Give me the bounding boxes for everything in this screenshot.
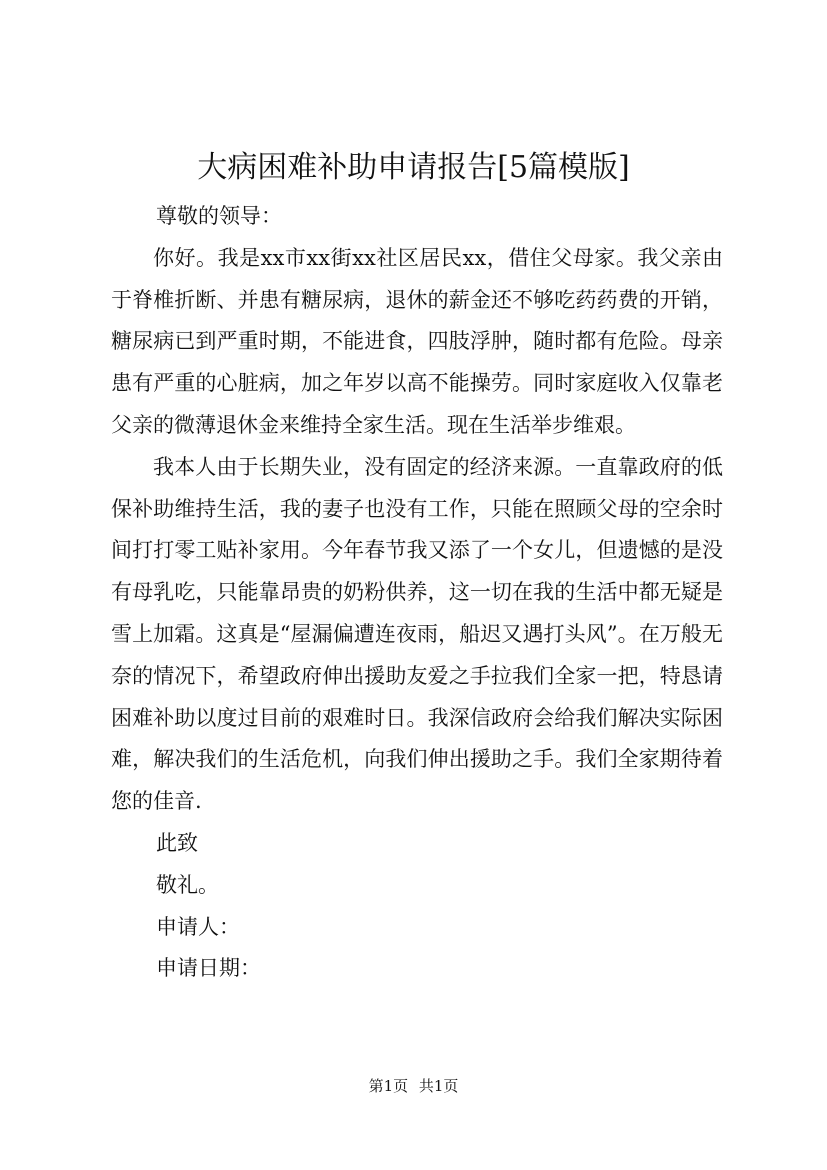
applicant-label: 申请人： <box>156 914 240 939</box>
closing-line-1: 此致 <box>156 830 198 855</box>
page-number: 第1页 <box>368 1077 409 1095</box>
paragraph-1: 你好。我是xx市xx街xx社区居民xx，借住父母家。我父亲由于脊椎折断、并患有糖尿病，退休的薪金还不够吃药药费的开销，糖尿病已到严重时期，不能进食，四肢浮肿，随时都有危险。母亲患有严重的心脏病，加之年岁以高不能操劳。同时家庭收入仅靠老父亲的微薄退休金来维持全家生活。现在生活举步维艰。 <box>111 245 723 437</box>
date-label: 申请日期： <box>156 956 261 981</box>
page-total: 共1页 <box>418 1077 459 1095</box>
document-title: 大病困难补助申请报告[5篇模版] <box>197 150 630 185</box>
paragraph-2: 我本人由于长期失业，没有固定的经济来源。一直靠政府的低保补助维持生活，我的妻子也没有工作，只能在照顾父母的空余时间打打零工贴补家用。今年春节我又添了一个女儿，但遗憾的是没有母乳吃，只能靠昂贵的奶粉供养，这一切在我的生活中都无疑是雪上加霜。这真是“屋漏偏遭连夜雨，船迟又遇打头风”。在万般无奈的情况下，希望政府伸出援助友爱之手拉我们全家一把，特恳请困难补助以度过目前的艰难时日。我深信政府会给我们解决实际困难，解决我们的生活危机，向我们伸出援助之手。我们全家期待着您的佳音. <box>111 454 723 814</box>
closing-line-2: 敬礼。 <box>156 872 219 897</box>
document-body <box>111 196 723 990</box>
page-footer <box>0 1076 827 1096</box>
salutation: 尊敬的领导： <box>156 204 282 228</box>
